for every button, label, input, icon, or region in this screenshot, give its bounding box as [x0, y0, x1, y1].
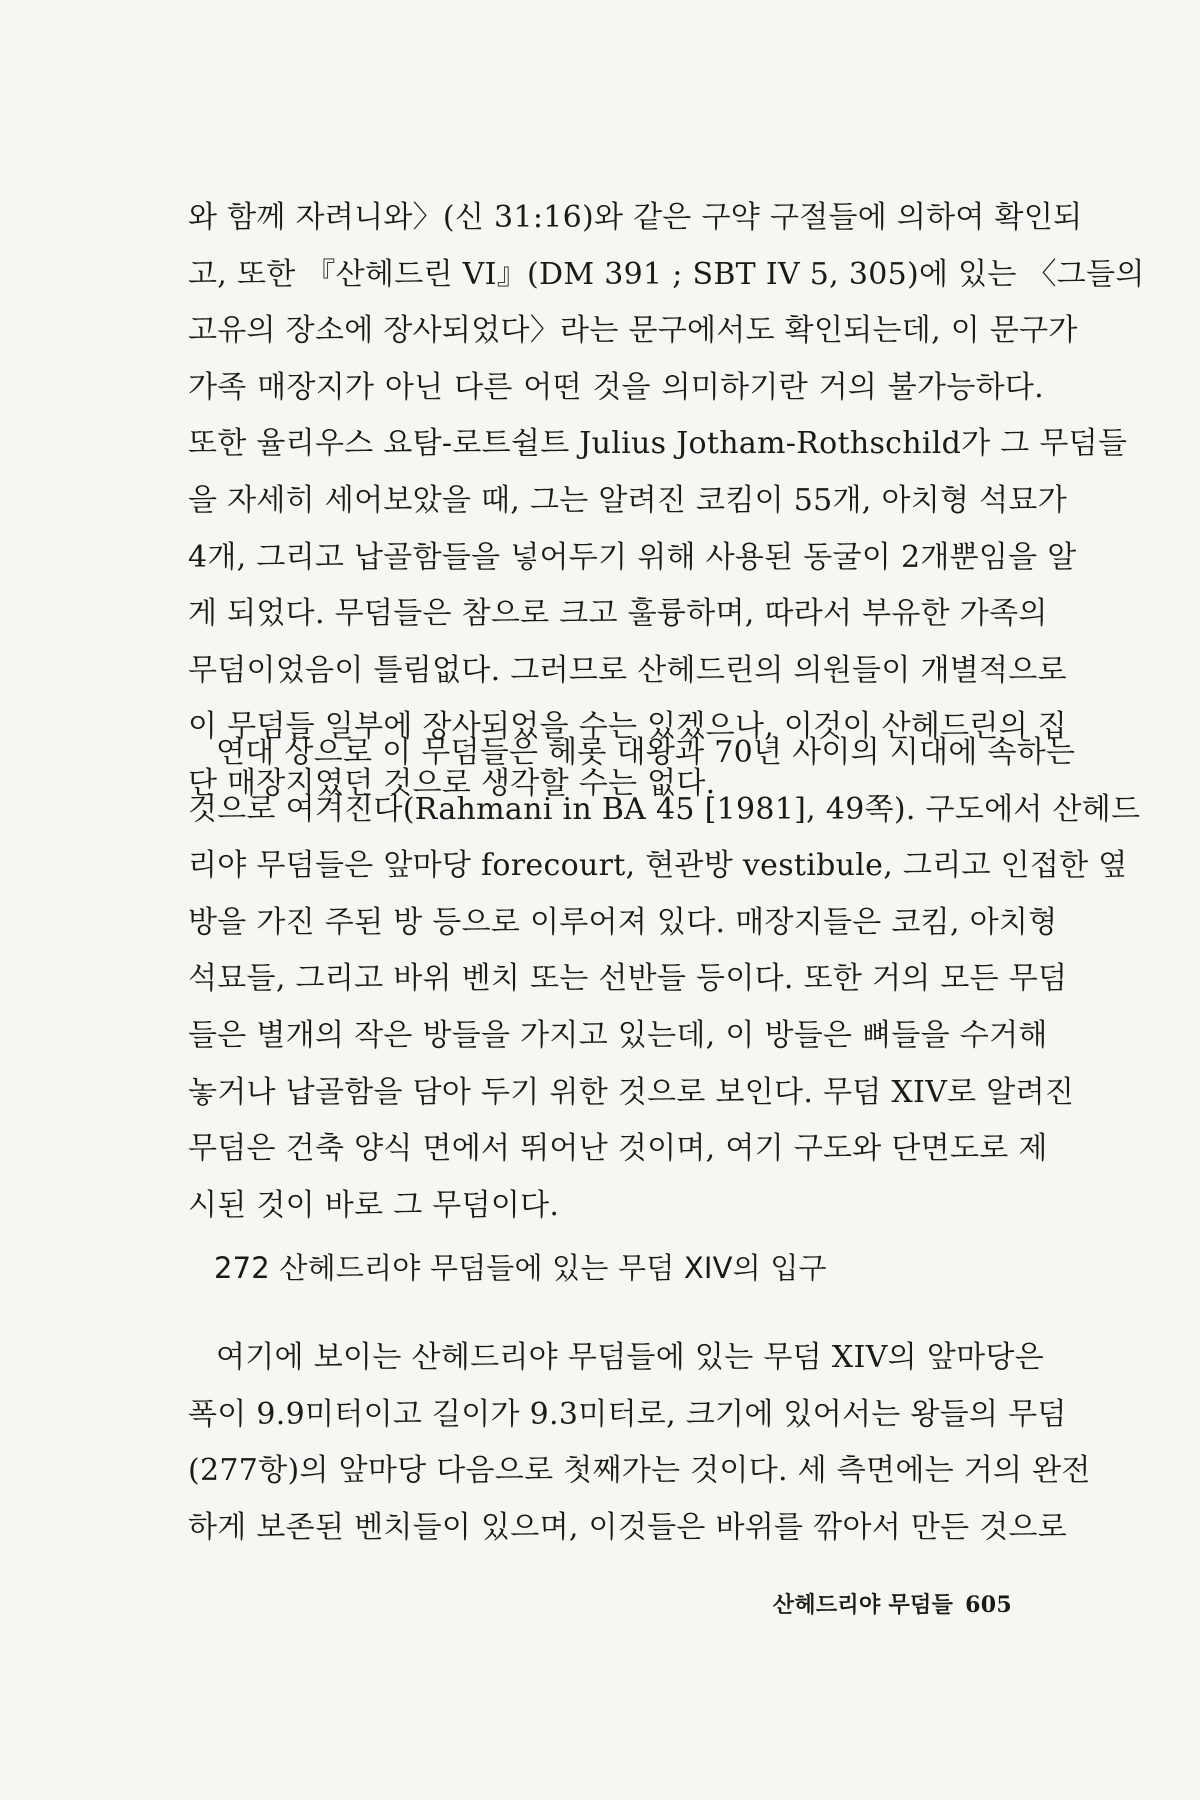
running-title: 산헤드리야 무덤들 — [772, 1593, 954, 1618]
text-line: 하게 보존된 벤치들이 있으며, 이것들은 바위를 깎아서 만든 것으로 — [188, 1509, 1068, 1545]
text-line: 여기에 보이는 산헤드리야 무덤들에 있는 무덤 XIV의 앞마당은 — [216, 1340, 1044, 1375]
text-line: 무덤이었음이 틀림없다. 그러므로 산헤드린의 의원들이 개별적으로 — [188, 652, 1067, 688]
text-line: 연대 상으로 이 무덤들은 헤롯 대왕과 70년 사이의 시대에 속하는 — [216, 735, 1076, 770]
paragraph-3 — [188, 1330, 1091, 1556]
text-line: 것으로 여겨진다(Rahmani in BA 45 [1981], 49쪽). 구도에서 산헤드 — [188, 791, 1141, 827]
text-line: (277항)의 앞마당 다음으로 첫째가는 것이다. 세 측면에는 거의 완전 — [188, 1453, 1091, 1489]
text-line: 시된 것이 바로 그 무덤이다. — [188, 1187, 560, 1223]
text-line: 고유의 장소에 장사되었다〉라는 문구에서도 확인되는데, 이 문구가 — [188, 313, 1078, 349]
text-line: 석묘들, 그리고 바위 벤치 또는 선반들 등이다. 또한 거의 모든 무덤 — [188, 961, 1068, 997]
page-number: 605 — [965, 1592, 1012, 1618]
text-line: 무덤은 건축 양식 면에서 뛰어난 것이며, 여기 구도와 단면도로 제 — [188, 1131, 1048, 1167]
text-line: 4개, 그리고 납골함들을 넣어두기 위해 사용된 동굴이 2개뿐임을 알 — [188, 539, 1077, 575]
text-line: 이 무덤들 일부에 장사되었을 수는 있겠으나, 이것이 산헤드린의 집 — [188, 709, 1068, 745]
paragraph-1 — [188, 190, 1145, 813]
text-line: 폭이 9.9미터이고 길이가 9.3미터로, 크기에 있어서는 왕들의 무덤 — [188, 1396, 1067, 1432]
text-line: 와 함께 자려니와〉(신 31:16)와 같은 구약 구절들에 의하여 확인되 — [188, 200, 1083, 235]
running-footer — [773, 1588, 1012, 1619]
text-line: 방을 가진 주된 방 등으로 이루어져 있다. 매장지들은 코킴, 아치형 — [188, 904, 1058, 940]
text-line: 놓거나 납골함을 담아 두기 위한 것으로 보인다. 무덤 XIV로 알려진 — [188, 1074, 1075, 1110]
section-heading: 272 산헤드리야 무덤들에 있는 무덤 XIV의 입구 — [214, 1251, 827, 1285]
paragraph-2 — [188, 725, 1141, 1234]
text-line: 리야 무덤들은 앞마당 forecourt, 현관방 vestibule, 그리고 인접한 옆 — [188, 848, 1128, 884]
text-line: 고, 또한 『산헤드린 VI』(DM 391 ; SBT IV 5, 305)에 있는 〈그들의 — [188, 256, 1145, 292]
text-line: 들은 별개의 작은 방들을 가지고 있는데, 이 방들은 뼈들을 수거해 — [188, 1017, 1048, 1053]
text-line: 을 자세히 세어보았을 때, 그는 알려진 코킴이 55개, 아치형 석묘가 — [188, 482, 1067, 518]
text-line: 단 매장지였던 것으로 생각할 수는 없다. — [188, 765, 716, 801]
text-line: 또한 율리우스 요탐-로트쉴트 Julius Jotham-Rothschild가 그 무덤들 — [188, 426, 1128, 462]
text-line: 가족 매장지가 아닌 다른 어떤 것을 의미하기란 거의 불가능하다. — [188, 369, 1044, 405]
text-line: 게 되었다. 무덤들은 참으로 크고 훌륭하며, 따라서 부유한 가족의 — [188, 596, 1048, 632]
